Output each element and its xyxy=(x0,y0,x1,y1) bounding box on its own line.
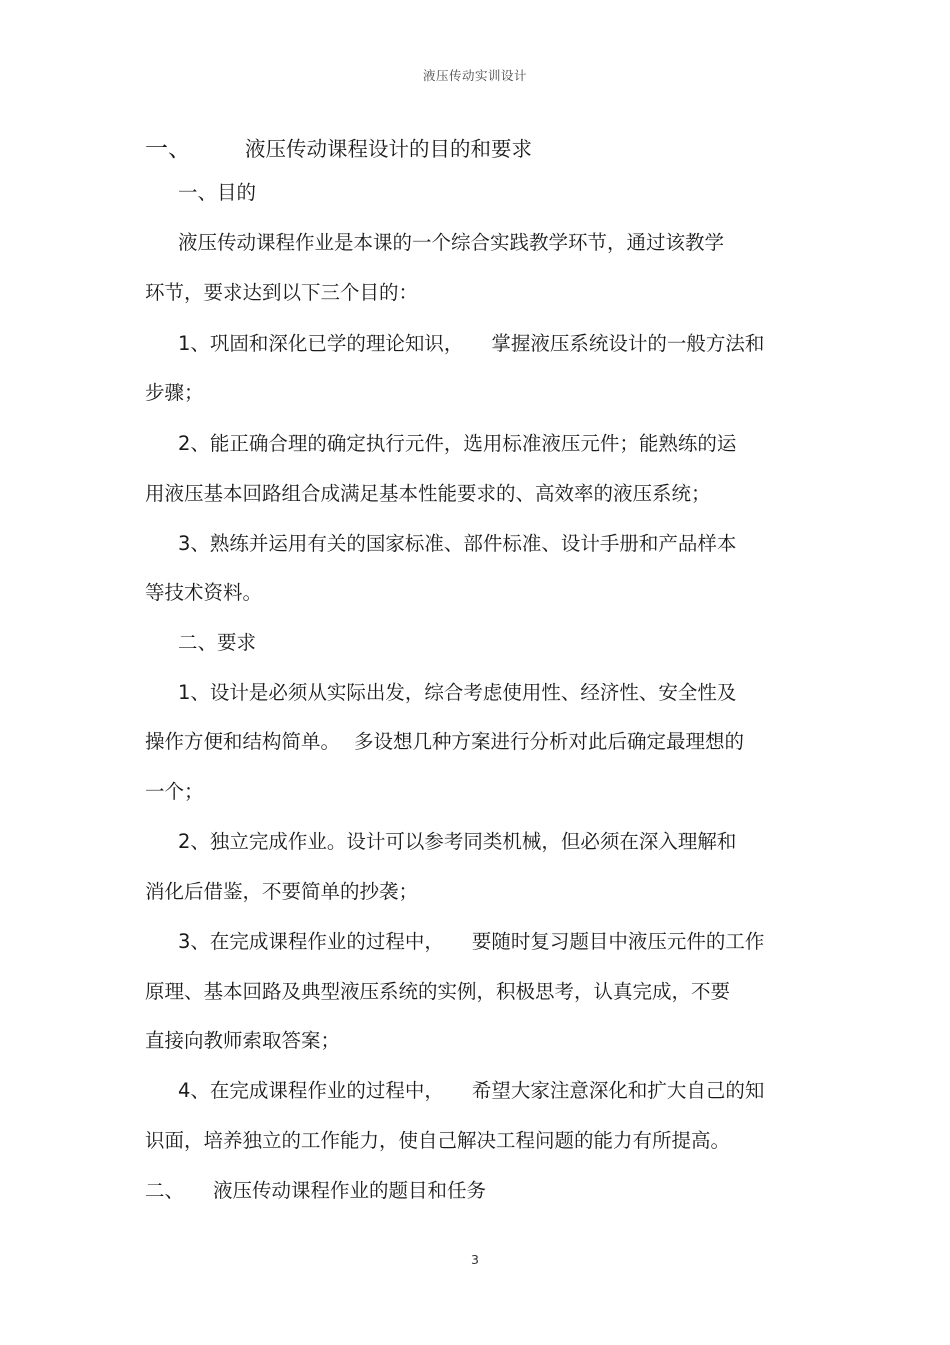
text-segment: 掌握液压系统设计的一般方法和 xyxy=(491,332,765,355)
list-item-line xyxy=(178,929,764,955)
section-number: 一、 xyxy=(145,136,191,162)
page-header: 液压传动实训设计 xyxy=(422,68,527,83)
paragraph-line: 液压传动课程作业是本课的一个综合实践教学环节，通过该教学 xyxy=(178,231,725,254)
section-number: 二、 xyxy=(145,1179,185,1202)
subheading-requirements: 二、要求 xyxy=(178,631,257,654)
list-item-line: 原理、基本回路及典型液压系统的实例，积极思考，认真完成，不要 xyxy=(145,980,731,1003)
list-item-line: 等技术资料。 xyxy=(145,581,263,604)
list-item-line: 步骤； xyxy=(145,381,204,404)
text-segment: 多设想几种方案进行分析对此后确定最理想的 xyxy=(354,730,745,753)
list-item-line: 2、独立完成作业。设计可以参考同类机械，但必须在深入理解和 xyxy=(178,830,737,853)
list-item-line: 用液压基本回路组合成满足基本性能要求的、高效率的液压系统； xyxy=(145,482,711,505)
text-segment: 希望大家注意深化和扩大自己的知 xyxy=(471,1079,765,1102)
list-item-line xyxy=(145,729,744,755)
section-title: 液压传动课程设计的目的和要求 xyxy=(245,137,532,161)
list-item-line: 直接向教师索取答案； xyxy=(145,1029,341,1052)
list-item-line: 3、熟练并运用有关的国家标准、部件标准、设计手册和产品样本 xyxy=(178,532,737,555)
text-segment: 4、在完成课程作业的过程中， xyxy=(178,1079,444,1102)
list-item-line xyxy=(178,1078,764,1104)
section-title: 液压传动课程作业的题目和任务 xyxy=(213,1179,487,1202)
paragraph-line: 环节，要求达到以下三个目的： xyxy=(145,281,419,304)
page-number: 3 xyxy=(471,1252,479,1267)
section-heading-1 xyxy=(145,136,532,162)
text-segment: 1、巩固和深化已学的理论知识， xyxy=(178,332,464,355)
list-item-line: 消化后借鉴，不要简单的抄袭； xyxy=(145,880,419,903)
list-item-line: 识面，培养独立的工作能力，使自己解决工程问题的能力有所提高。 xyxy=(145,1129,731,1152)
text-segment: 3、在完成课程作业的过程中， xyxy=(178,930,444,953)
text-segment: 操作方便和结构简单。 xyxy=(145,730,341,753)
subheading-purpose: 一、目的 xyxy=(178,181,257,204)
list-item-line: 2、能正确合理的确定执行元件，选用标准液压元件；能熟练的运 xyxy=(178,432,737,455)
list-item-line xyxy=(178,331,764,357)
list-item-line: 1、设计是必须从实际出发，综合考虑使用性、经济性、安全性及 xyxy=(178,681,737,704)
section-heading-2 xyxy=(145,1178,486,1204)
list-item-line: 一个； xyxy=(145,780,204,803)
text-segment: 要随时复习题目中液压元件的工作 xyxy=(471,930,765,953)
